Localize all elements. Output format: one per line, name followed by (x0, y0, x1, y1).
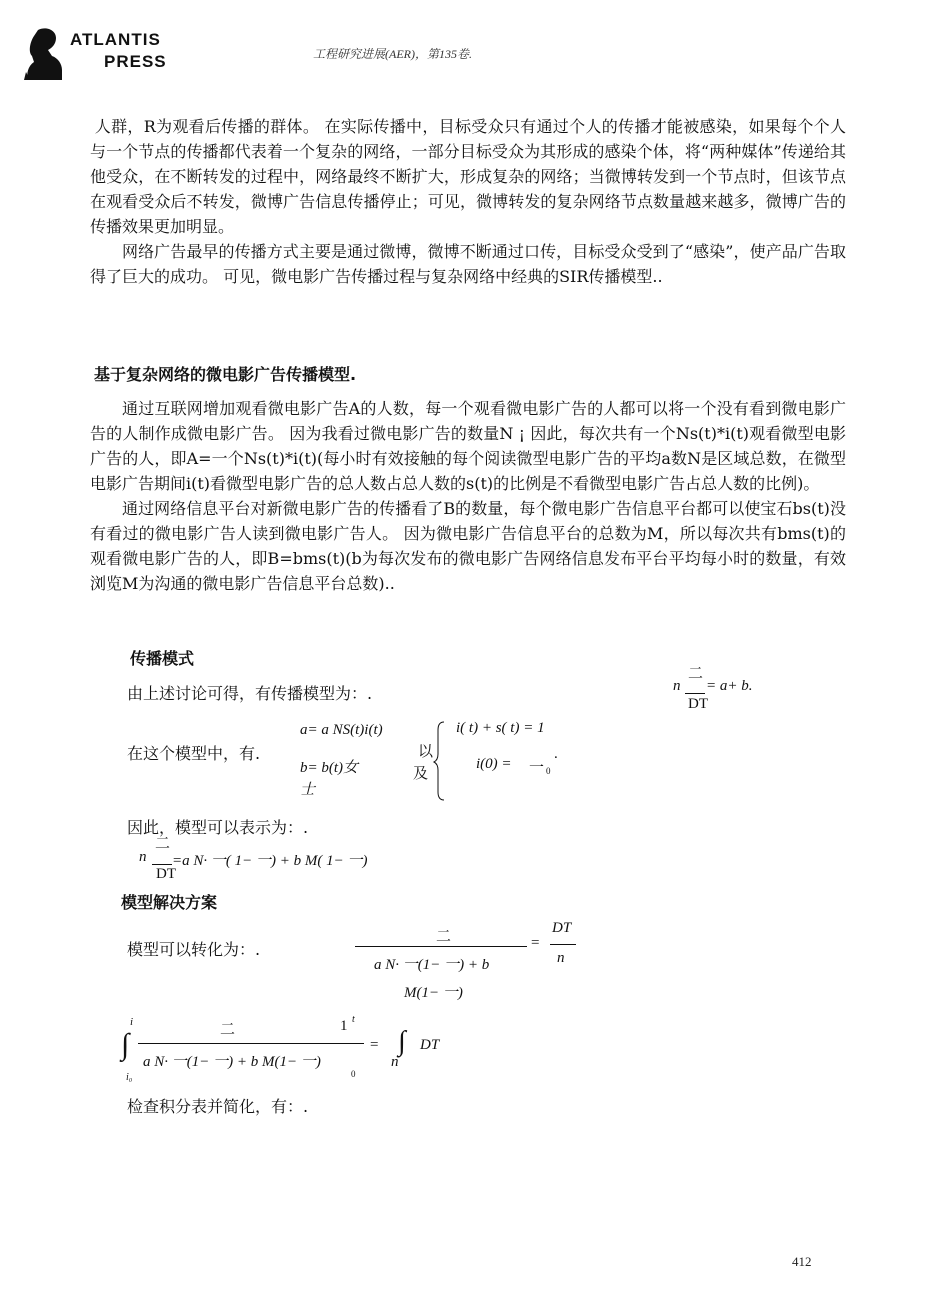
integral-denominator: a N· 一(1− 一) + b M(1− 一) (143, 1054, 321, 1070)
condition-2-sub: 0 (546, 766, 551, 776)
brace-icon (432, 720, 446, 802)
condition-end: . (554, 746, 558, 762)
journal-header: 工程研究进展(AER)，第135卷. (313, 47, 472, 61)
integral-upper-limit: i (130, 1016, 134, 1028)
solution-title: 模型解决方案 (121, 893, 218, 912)
integral-numerator: 二 (220, 1022, 236, 1038)
integral-sign-left: ∫ (121, 1028, 130, 1061)
section-title: 基于复杂网络的微电影广告传播模型. (94, 365, 357, 384)
condition-2-dash: 一 (529, 760, 545, 776)
derive-text: 由上述讨论可得，有传播模型为：. (127, 684, 373, 703)
eq3-right-denominator: n (557, 950, 565, 966)
condition-1: i( t) + s( t) = 1 (456, 720, 545, 736)
integral-sign-right: ∫ (398, 1026, 406, 1057)
integral-n: n (391, 1054, 399, 1070)
eq1-n: n (673, 678, 681, 694)
intro-block (90, 114, 846, 289)
intro-paragraph-2: 网络广告最早的传播方式主要是通过微博，微博不断通过口传，目标受众受到了“感染”，使产品广告取得了巨大的成功。 可见，微电影广告传播过程与复杂网络中经典的SIR传播模型.. (90, 242, 846, 286)
integral-rhs-zero: 0 (351, 1069, 356, 1079)
section-paragraph-2: 通过网络信息平台对新微电影广告的传播看了B的数量，每个微电影广告信息平台都可以使宝石bs(t)没有看过的微电影广告人读到微电影广告人。 因为微电影广告信息平台的总数为M，所以每次共有bms(t)的观看微电影广告的人，即B=bms(t)(b为每次发布的微电影广告网络信息发布平台平均每小时的数量，有效浏览M为沟通的微电影广告信息平台总数).. (90, 499, 846, 593)
intro-paragraph-1: 人群，R为观看后传播的群体。 在实际传播中，目标受众只有通过个人的传播才能被感染，如果每个个人与一个节点的传播都代表着一个复杂的网络，一部分目标受众为其形成的感染个体，将“两种媒体”传递给其他受众，在不断转发的过程中，网络最终不断扩大，形成复杂的网络；当微博转发到一个节点时，但该节点在观看受众后不转发，微博广告信息传播停止；可见，微博转发的复杂网络节点数量越来越多，微博广告的传播效果更加明显。 (90, 117, 846, 236)
convert-text: 模型可以转化为：. (127, 940, 261, 959)
eq2-rhs: =a N· 一( 1− 一) + b M( 1− 一) (172, 853, 368, 869)
eq3-right-numerator: DT (552, 920, 572, 936)
publisher-logo (22, 26, 172, 82)
eq3-denominator-1: a N· 一(1− 一) + b (374, 957, 490, 973)
eq3-fraction-bar (355, 946, 527, 947)
eq1-fraction-bar (685, 693, 705, 694)
eq1-rhs: = a+ b. (706, 678, 753, 694)
def-b-line1: b= b(t)女 (300, 760, 359, 776)
section-body (90, 396, 846, 596)
eq3-numerator: 二 (436, 929, 452, 945)
eq2-fraction-bar (152, 864, 172, 865)
logo-line1: ATLANTIS (70, 30, 161, 49)
integral-dt: DT (420, 1037, 440, 1053)
mode-title: 传播模式 (130, 649, 195, 668)
integral-rhs-bar (330, 1043, 346, 1044)
and-char-1: 以 (418, 742, 434, 760)
therefore-text: 因此，模型可以表示为：. (127, 818, 309, 837)
section-paragraph-1: 通过互联网增加观看微电影广告A的人数，每一个观看微电影广告的人都可以将一个没有看到微电影广告的人制作成微电影广告。 因为我看过微电影广告的数量N ¡ 因此，每次共有一个Ns(t)*i(t)观看微型电影广告的人，即A=一个Ns(t)*i(t)(每小时有效接触的每个阅读微型电影广告的平均a数N是区域总数，在微型电影广告期间i(t)看微型电影广告的总人数占总人数的s(t)的比例是不看微型电影广告占总人数的比例)。 (90, 399, 846, 493)
eq3-equals: = (531, 935, 540, 951)
eq2-numerator: 二 (155, 836, 171, 852)
integral-lower-limit: i₀ (126, 1072, 133, 1083)
integral-equals: = (370, 1037, 379, 1053)
condition-2: i(0) = (476, 756, 512, 772)
eq1-numerator: 二 (688, 666, 704, 682)
eq1-denominator: DT (688, 696, 708, 712)
integral-rhs-one: 1 (340, 1018, 348, 1034)
def-a: a= a NS(t)i(t) (300, 722, 383, 738)
thinker-logo-icon (22, 26, 70, 82)
integral-rhs-t: t (352, 1014, 355, 1025)
check-text: 检查积分表并简化，有：. (127, 1097, 309, 1116)
logo-line2: PRESS (104, 52, 167, 71)
eq2-denominator: DT (156, 866, 176, 882)
and-char-2: 及 (413, 764, 429, 782)
eq2-n: n (139, 849, 147, 865)
page-number: 412 (792, 1254, 812, 1269)
def-b-line2: 士 (300, 782, 316, 798)
eq3-right-bar (550, 944, 576, 945)
eq3-denominator-2: M(1− 一) (404, 985, 463, 1001)
in-model-text: 在这个模型中，有. (127, 744, 261, 763)
